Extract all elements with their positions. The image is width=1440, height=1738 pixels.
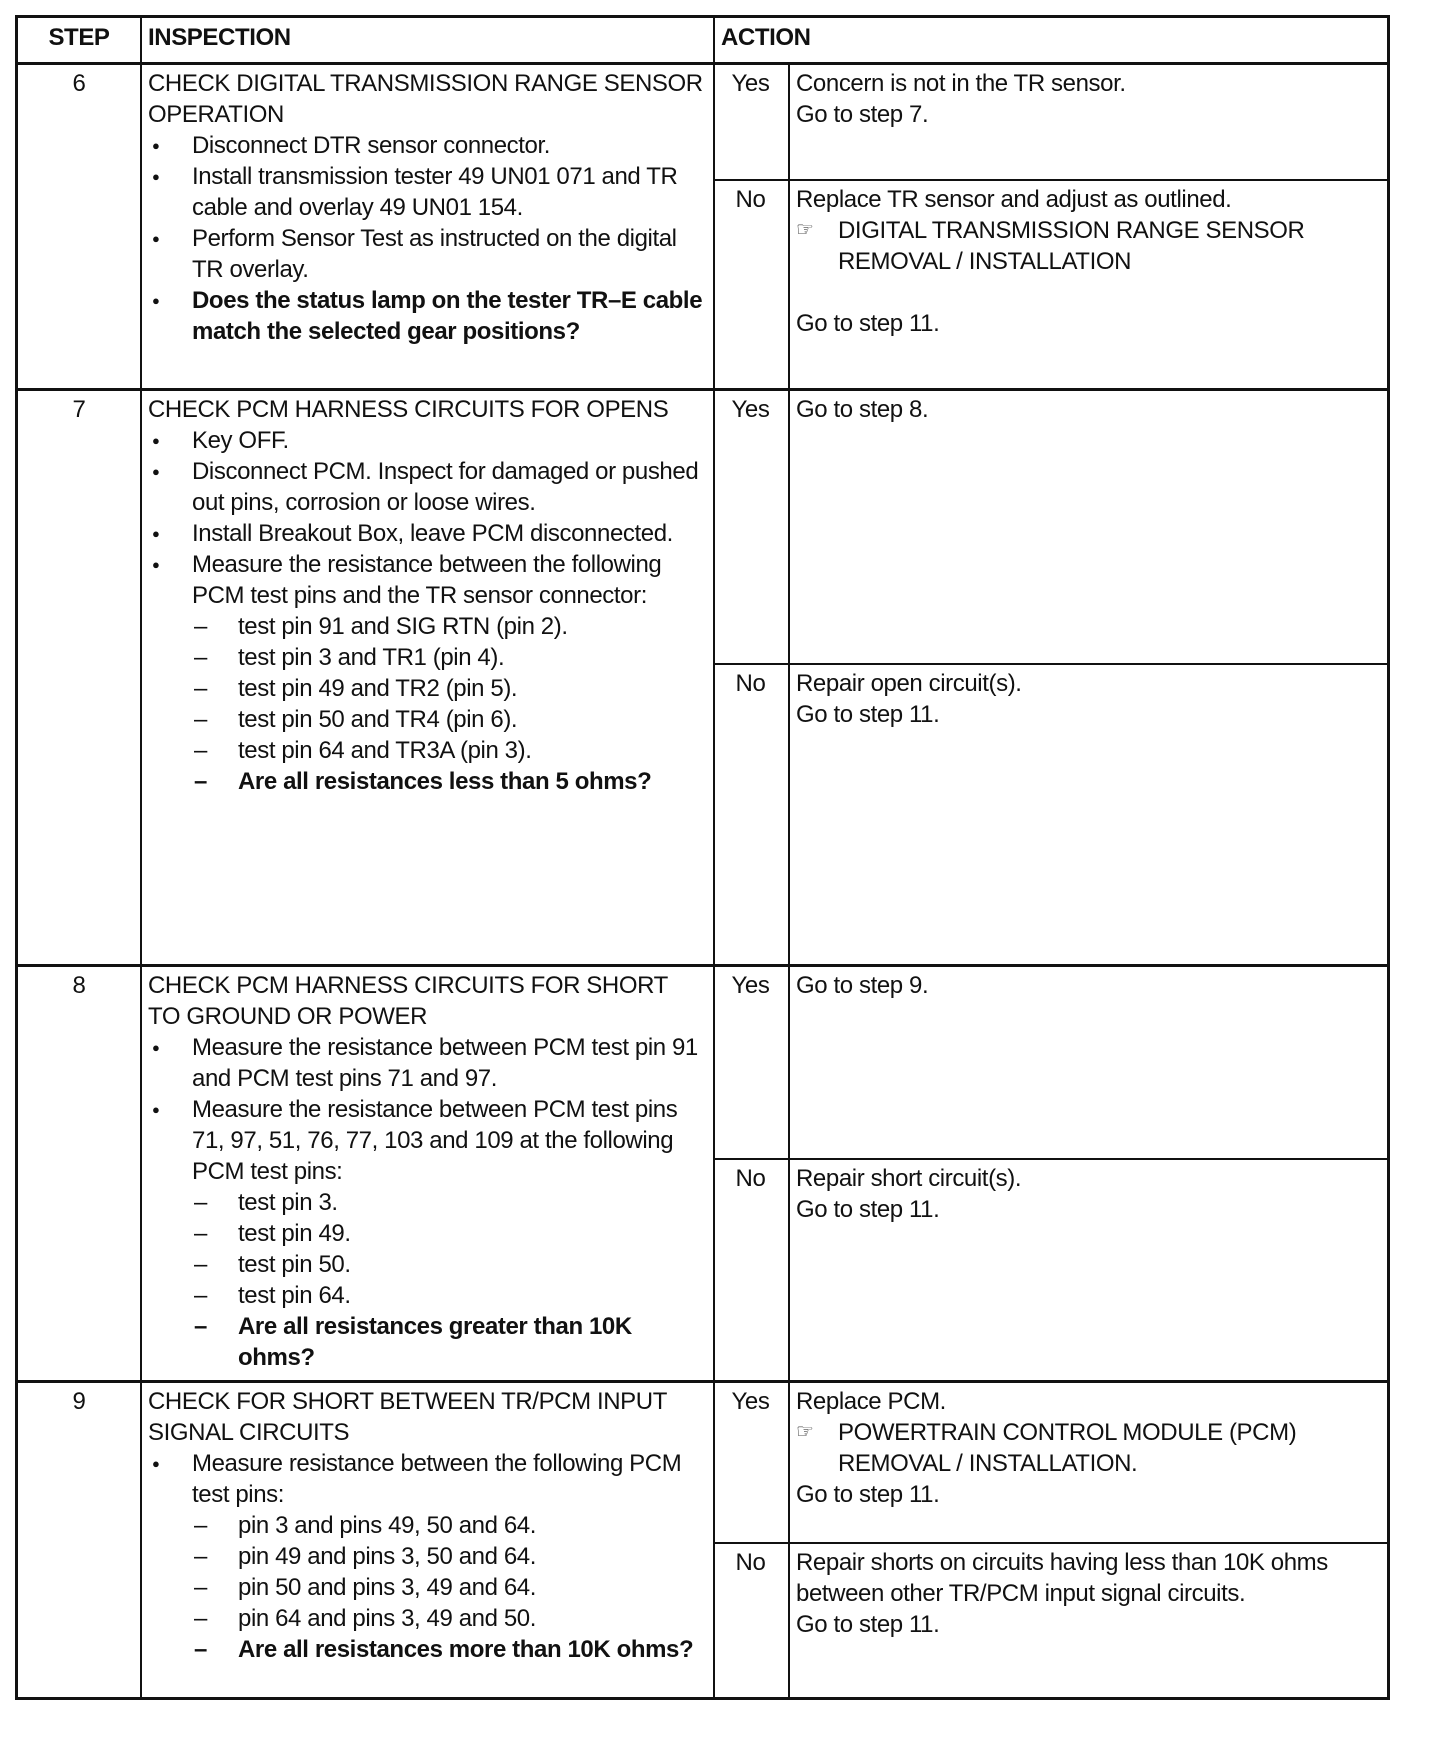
step-number: 6 <box>72 70 86 97</box>
inspection-list <box>148 130 705 347</box>
bullet-item: ● Install Breakout Box, leave PCM disconnected. <box>148 518 705 549</box>
sub-item: – Are all resistances less than 5 ohms? <box>148 766 705 797</box>
inspection-list <box>148 425 705 797</box>
sub-item: – pin 50 and pins 3, 49 and 64. <box>148 1572 705 1603</box>
reference-text: POWERTRAIN CONTROL MODULE (PCM) REMOVAL / INSTALLATION. <box>838 1419 1297 1477</box>
action-line: Repair short circuit(s). <box>796 1165 1022 1192</box>
bullet-item: ● Measure the resistance between PCM test pin 91 and PCM test pins 71 and 97. <box>148 1032 705 1094</box>
no-action-cell <box>788 180 1387 390</box>
header-inspection: INSPECTION <box>148 24 291 51</box>
sub-item: – test pin 50 and TR4 (pin 6). <box>148 704 705 735</box>
sub-item: – pin 64 and pins 3, 49 and 50. <box>148 1603 705 1634</box>
no-label: No <box>735 186 766 213</box>
diagnostic-table <box>15 15 1390 1700</box>
no-action-cell <box>788 1159 1387 1382</box>
header-step: STEP <box>48 24 110 51</box>
reference-link[interactable] <box>796 215 1379 277</box>
action-line: Go to step 11. <box>796 310 940 337</box>
action-line: Go to step 11. <box>796 1611 940 1638</box>
yes-action-cell <box>788 390 1387 664</box>
step-number: 9 <box>72 1388 86 1415</box>
sub-item: – test pin 3 and TR1 (pin 4). <box>148 642 705 673</box>
divider-action-header <box>713 18 715 64</box>
no-action-cell <box>788 664 1387 966</box>
sub-item: – test pin 49. <box>148 1218 705 1249</box>
step-number: 8 <box>72 972 86 999</box>
no-label: No <box>735 1165 766 1192</box>
bullet-item: ● Measure the resistance between PCM test pins 71, 97, 51, 76, 77, 103 and 109 at the following PCM test pins: <box>148 1094 705 1187</box>
inspection-cell <box>140 390 713 966</box>
yes-action-cell <box>788 64 1387 180</box>
reference-link[interactable] <box>796 1417 1379 1479</box>
yes-label: Yes <box>731 70 770 97</box>
inspection-list <box>148 1032 705 1373</box>
sub-item: – test pin 49 and TR2 (pin 5). <box>148 673 705 704</box>
sub-item: – pin 3 and pins 49, 50 and 64. <box>148 1510 705 1541</box>
action-line: Go to step 11. <box>796 1481 940 1508</box>
inspection-title: CHECK PCM HARNESS CIRCUITS FOR SHORT TO GROUND OR POWER <box>148 972 668 1030</box>
yes-label: Yes <box>731 396 770 423</box>
inspection-cell <box>140 1382 713 1700</box>
action-line: Repair open circuit(s). <box>796 670 1022 697</box>
inspection-cell <box>140 966 713 1382</box>
action-line: Repair shorts on circuits having less than 10K ohms between other TR/PCM input signal circuits. <box>796 1549 1328 1607</box>
bullet-item: ● Key OFF. <box>148 425 705 456</box>
sub-item: – test pin 3. <box>148 1187 705 1218</box>
pointing-hand-icon: ☞ <box>796 1421 814 1443</box>
bullet-item: ● Measure the resistance between the following PCM test pins and the TR sensor connector: <box>148 549 705 611</box>
inspection-title: CHECK DIGITAL TRANSMISSION RANGE SENSOR OPERATION <box>148 70 703 128</box>
inspection-cell <box>140 64 713 390</box>
inspection-title: CHECK PCM HARNESS CIRCUITS FOR OPENS <box>148 396 669 423</box>
bullet-item: ● Disconnect PCM. Inspect for damaged or pushed out pins, corrosion or loose wires. <box>148 456 705 518</box>
inspection-title: CHECK FOR SHORT BETWEEN TR/PCM INPUT SIGNAL CIRCUITS <box>148 1388 667 1446</box>
action-line: Go to step 11. <box>796 1196 940 1223</box>
action-line: Go to step 9. <box>796 972 929 999</box>
sub-item: – Are all resistances more than 10K ohms? <box>148 1634 705 1665</box>
sub-item: – Are all resistances greater than 10K ohms? <box>148 1311 705 1373</box>
action-line: Concern is not in the TR sensor. <box>796 70 1126 97</box>
action-line: Replace PCM. <box>796 1388 946 1415</box>
yes-label: Yes <box>731 1388 770 1415</box>
sub-item: – test pin 64. <box>148 1280 705 1311</box>
no-action-cell <box>788 1543 1387 1700</box>
bullet-item: ● Measure resistance between the following PCM test pins: <box>148 1448 705 1510</box>
bullet-item: ● Disconnect DTR sensor connector. <box>148 130 705 161</box>
bullet-item: ● Does the status lamp on the tester TR–E cable match the selected gear positions? <box>148 285 705 347</box>
yes-action-cell <box>788 966 1387 1159</box>
header-action: ACTION <box>721 24 811 51</box>
yes-label: Yes <box>731 972 770 999</box>
bullet-item: ● Perform Sensor Test as instructed on the digital TR overlay. <box>148 223 705 285</box>
sub-item: – test pin 50. <box>148 1249 705 1280</box>
reference-text: DIGITAL TRANSMISSION RANGE SENSOR REMOVAL / INSTALLATION <box>838 217 1305 275</box>
no-label: No <box>735 670 766 697</box>
no-label: No <box>735 1549 766 1576</box>
sub-item: – test pin 91 and SIG RTN (pin 2). <box>148 611 705 642</box>
bullet-item: ● Install transmission tester 49 UN01 071 and TR cable and overlay 49 UN01 154. <box>148 161 705 223</box>
sub-item: – test pin 64 and TR3A (pin 3). <box>148 735 705 766</box>
pointing-hand-icon: ☞ <box>796 219 814 241</box>
action-line: Go to step 7. <box>796 101 929 128</box>
action-line: Go to step 8. <box>796 396 929 423</box>
action-line: Go to step 11. <box>796 701 940 728</box>
step-number: 7 <box>72 396 86 423</box>
action-line: Replace TR sensor and adjust as outlined. <box>796 186 1232 213</box>
inspection-list <box>148 1448 705 1665</box>
yes-action-cell <box>788 1382 1387 1543</box>
sub-item: – pin 49 and pins 3, 50 and 64. <box>148 1541 705 1572</box>
